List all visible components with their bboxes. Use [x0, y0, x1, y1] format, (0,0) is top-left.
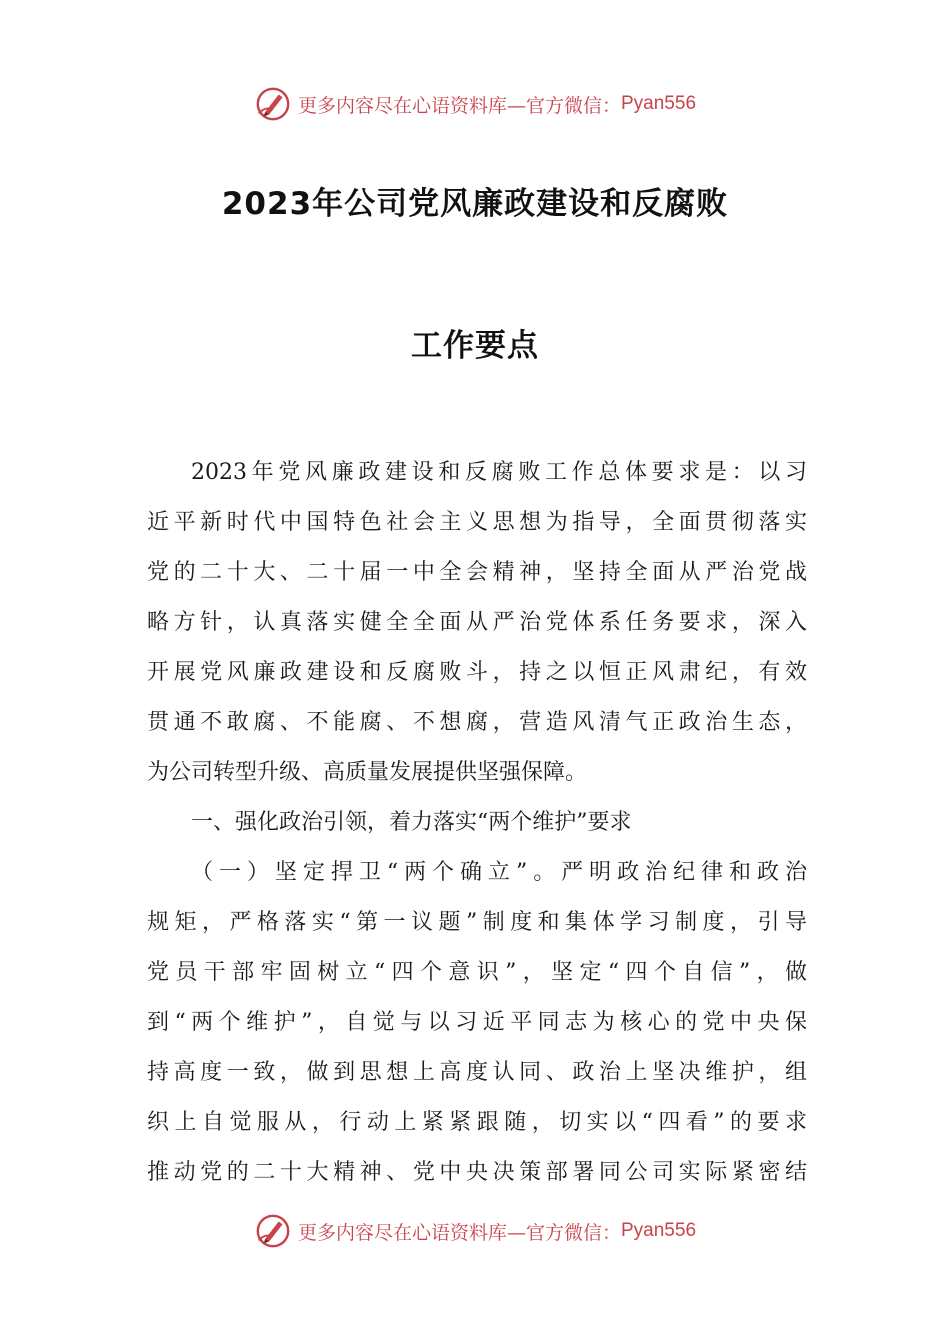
- banner-account: Pyan556: [621, 93, 697, 114]
- paragraph-line: 规矩，严格落实“第一议题”制度和集体学习制度，引导: [147, 910, 807, 935]
- paragraph-line: 略方针，认真落实健全全面从严治党体系任务要求，深入: [147, 610, 807, 635]
- paragraph-line: 2023年党风廉政建设和反腐败工作总体要求是：以习: [191, 460, 807, 485]
- paragraph-line: 党员干部牢固树立“四个意识”，坚定“四个自信”，做: [147, 960, 807, 985]
- watermark-banner-top: [0, 84, 950, 124]
- paragraph-line: 近平新时代中国特色社会主义思想为指导，全面贯彻落实: [147, 510, 807, 535]
- paragraph-line: 为公司转型升级、高质量发展提供坚强保障。: [147, 760, 588, 785]
- document-title-line1: 2023年公司党风廉政建设和反腐败: [221, 186, 729, 222]
- pen-circle-icon: [254, 85, 292, 123]
- watermark-banner-bottom: [0, 1211, 950, 1251]
- paragraph-line: 党的二十大、二十届一中全会精神，坚持全面从严治党战: [147, 560, 807, 585]
- banner-text: 更多内容尽在心语资料库—官方微信：: [297, 94, 621, 117]
- document-body: [147, 448, 807, 1198]
- paragraph-line: 贯通不敢腐、不能腐、不想腐，营造风清气正政治生态，: [147, 710, 807, 735]
- pen-circle-icon: [254, 1212, 292, 1250]
- banner-account: Pyan556: [621, 1220, 697, 1241]
- paragraph-line: 到“两个维护”，自觉与以习近平同志为核心的党中央保: [147, 1010, 807, 1035]
- section-heading: 一、强化政治引领，着力落实“两个维护”要求: [191, 810, 632, 835]
- paragraph-line: 开展党风廉政建设和反腐败斗，持之以恒正风肃纪，有效: [147, 660, 807, 685]
- paragraph-line: 推动党的二十大精神、党中央决策部署同公司实际紧密结: [147, 1160, 807, 1185]
- paragraph-line: 持高度一致，做到思想上高度认同、政治上坚决维护，组: [147, 1060, 807, 1085]
- paragraph-line: 织上自觉服从，行动上紧紧跟随，切实以“四看”的要求: [147, 1110, 807, 1135]
- document-title-line2: 工作要点: [411, 328, 539, 364]
- banner-text: 更多内容尽在心语资料库—官方微信：: [297, 1221, 621, 1244]
- paragraph-line: （一）坚定捍卫“两个确立”。严明政治纪律和政治: [191, 860, 807, 885]
